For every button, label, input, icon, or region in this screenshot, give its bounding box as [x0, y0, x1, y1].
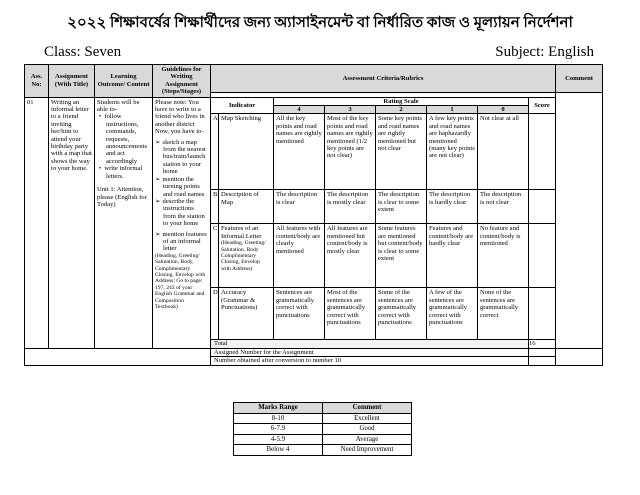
rating-0: The description is not clear [478, 190, 529, 224]
marks-row [234, 434, 412, 445]
outcome-list [97, 113, 150, 180]
marks-comment: Good [323, 424, 412, 435]
marks-range: Below 4 [234, 445, 323, 456]
rating-3: The description is mostly clear [325, 190, 376, 224]
col-ass-no: Ass. No: [25, 65, 49, 98]
converted-value [529, 357, 556, 365]
subject-label: Subject: English [495, 44, 594, 60]
score-cell [529, 190, 556, 224]
ass-no-value: 01 [25, 97, 49, 348]
rating-4: The description is clear [274, 190, 325, 224]
row-letter: C [211, 224, 219, 288]
scale-4: 4 [274, 106, 325, 114]
rating-3: Most of the key points and road names are rightly mentioned (1/2 key points are not clear) [325, 114, 376, 190]
rating-1: The description is hardly clear [427, 190, 478, 224]
comment-cell-bottom [556, 348, 603, 365]
row-letter: A [211, 114, 219, 190]
guide-list [155, 139, 208, 253]
rating-4: All the key points and road names are rightly mentioned [274, 114, 325, 190]
rating-3: All features are mentioned but content/body is mostly clear [325, 224, 376, 288]
rating-0: No feature and content/body is mentioned [478, 224, 529, 288]
rating-0: None of the sentences are grammatically correct [478, 288, 529, 340]
converted-label: Number obtained after conversion to number 10 [211, 357, 529, 365]
row-indicator: Map Sketching [219, 114, 274, 190]
rating-1: Features and content/body are hardly clear [427, 224, 478, 288]
rating-4: Sentences are grammatically correct with punctuations [274, 288, 325, 340]
col-criteria: Assessment Criteria/Rubrics [211, 65, 556, 93]
converted-row [25, 357, 603, 365]
guide-item: ➢ describe the instructions from the station to your home [163, 198, 208, 228]
scale-2: 2 [376, 106, 427, 114]
rating-0: Not clear at all [478, 114, 529, 190]
rating-1: A few of the sentences are grammatically correct with punctuations [427, 288, 478, 340]
row-indicator: Description of Map [219, 190, 274, 224]
page-title: ২০২২ শিক্ষাবর্ষের শিক্ষার্থীদের জন্য অ্যাসাইনমেন্ট বা নির্ধারিত কাজ ও মূল্যায়ন নির্দেশনা [67, 15, 573, 31]
outcome-unit: Unit 1: Attention, please (English for Today) [97, 186, 147, 208]
col-comment: Comment [556, 65, 603, 93]
marks-range-header: Marks Range [234, 403, 323, 414]
row-letter: D [211, 288, 219, 340]
guide-intro: Please note: You have to write to a friend who lives in another district Now, you have to- [155, 98, 205, 136]
rating-2: Some features are mentioned but content/body is clear to some extent [376, 224, 427, 288]
guidelines-cell [153, 97, 211, 348]
score-cell [529, 224, 556, 288]
marks-range: 6-7.9 [234, 424, 323, 435]
scale-1: 1 [427, 106, 478, 114]
score-cell [529, 114, 556, 190]
rating-2: Some of the sentences are grammatically correct with punctuations [376, 288, 427, 340]
assignment-text: Writing an informal letter to a friend inviting her/him to attend your birthday party with a map that shows the way to your home. [49, 97, 95, 348]
rating-4: All features with content/body are clearly mentioned [274, 224, 325, 288]
class-label: Class: Seven [44, 44, 122, 60]
row-indicator-cell [219, 224, 274, 288]
outcome-item: • write informal letters. [106, 165, 150, 180]
total-value: 16 [529, 340, 556, 348]
outcome-intro: Students will be able to- [97, 98, 140, 114]
marks-comment: Excellent [323, 413, 412, 424]
outcome-cell [95, 97, 153, 348]
col-outcome: Learning Outcome/ Content [95, 65, 153, 98]
assigned-label: Assigned Number for the Assignment [211, 348, 529, 356]
score-header: Score [529, 97, 556, 114]
comment-cell [556, 93, 603, 349]
guide-item: ➢ sketch a map from the nearest bus/train/launch station to your home [163, 139, 208, 176]
assignment-table [24, 64, 603, 366]
guide-note: (Heading, Greeting/ Salutation, Body, Complimentary Closing, Envelop with Address; Go to page: 197, 243 of your English Grammar and Composition Textbook) [155, 252, 206, 310]
marks-comment-header: Comment [323, 403, 412, 414]
marks-range: 4-5.9 [234, 434, 323, 445]
row-letter: B [211, 190, 219, 224]
marks-table [233, 402, 412, 456]
marks-row [234, 424, 412, 435]
row-indicator: Accuracy (Grammar & Punctuations) [219, 288, 274, 340]
marks-comment: Average [323, 434, 412, 445]
indicator-header: Indicator [211, 97, 274, 114]
score-cell [529, 288, 556, 340]
rating-2: Some key points and road names are rightly mentioned but not clear [376, 114, 427, 190]
rating-3: Most of the sentences are grammatically correct with punctuations [325, 288, 376, 340]
marks-comment: Need Improvement [323, 445, 412, 456]
row-indicator: Features of an Informal Letter [221, 225, 262, 240]
marks-range: 8-10 [234, 413, 323, 424]
assigned-value [529, 348, 556, 356]
scale-3: 3 [325, 106, 376, 114]
col-assignment: Assignment (With Title) [49, 65, 95, 98]
col-guidelines: Guidelines for Writing Assignment (Steps/Stages) [153, 65, 211, 98]
guide-item: ➢ mention the turning points and road names [163, 176, 208, 198]
marks-row [234, 413, 412, 424]
scale-0: 0 [478, 106, 529, 114]
marks-row [234, 445, 412, 456]
guide-item: ➢ mention features of an informal letter [163, 231, 208, 253]
assigned-row [25, 348, 603, 356]
rating-scale-header: Rating Scale [274, 97, 529, 105]
total-label: Total [211, 340, 529, 348]
rating-2: The description is clear to some extent [376, 190, 427, 224]
row-indicator-note: (Heading, Greeting/ Salutation, Body Complimentary Closing, Envelop with Address) [221, 240, 266, 272]
rating-1: A few key points and road names are haphazardly mentioned (many key points are not clear) [427, 114, 478, 190]
outcome-item: • follow instructions, commands, requests, announcements and act accordingly [106, 113, 150, 165]
